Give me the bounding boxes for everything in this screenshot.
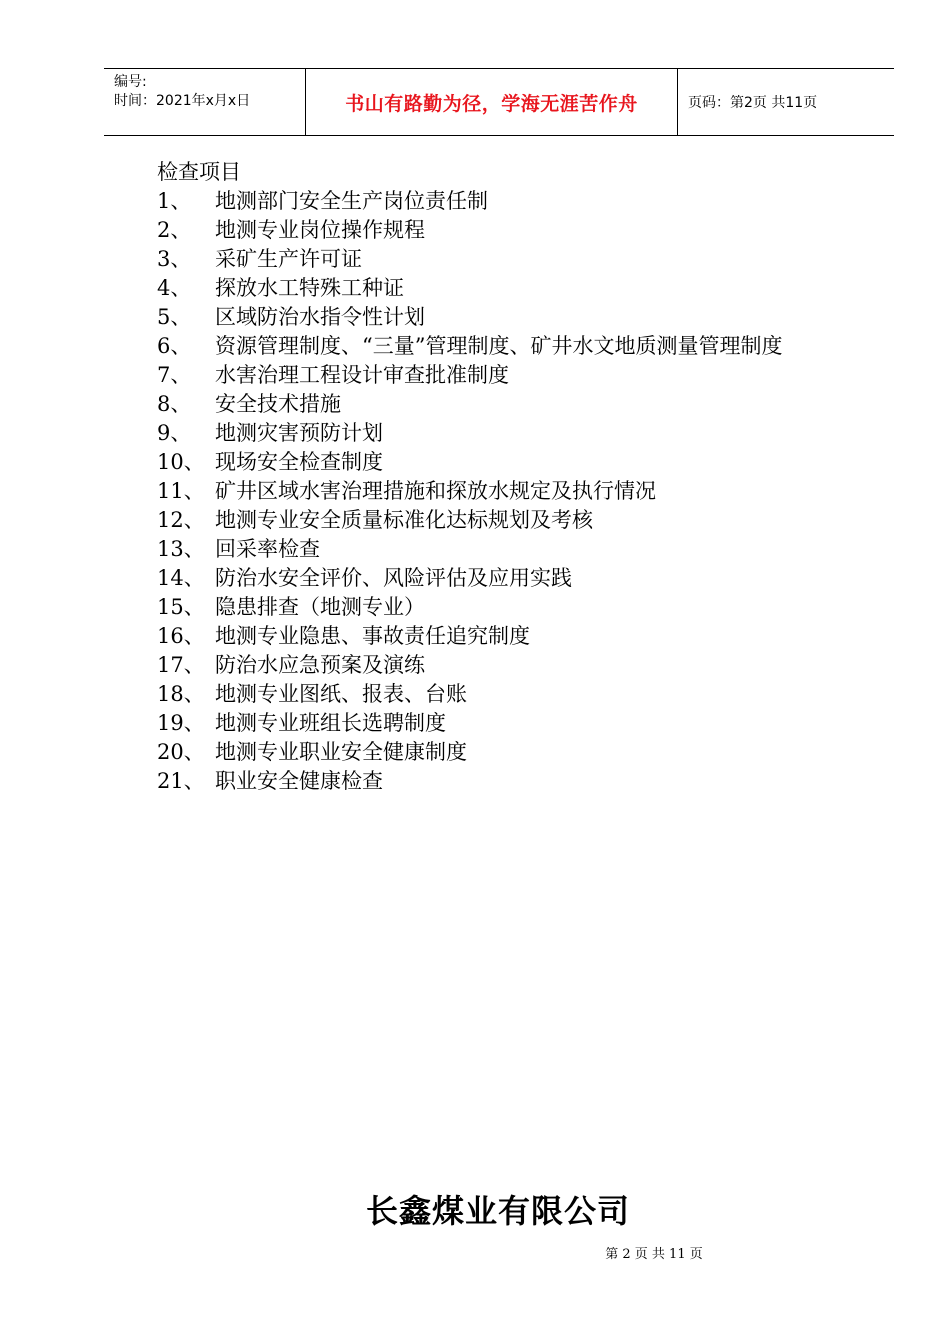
list-item-text: 地测专业班组长选聘制度 — [215, 711, 446, 735]
header-info-cell — [104, 69, 306, 135]
list-item — [157, 767, 857, 796]
list-item-text: 防治水应急预案及演练 — [215, 653, 425, 677]
list-item-text: 地测专业隐患、事故责任追究制度 — [215, 624, 530, 648]
list-item-text: 探放水工特殊工种证 — [215, 276, 404, 300]
list-item — [157, 593, 857, 622]
header-motto-cell — [306, 69, 678, 135]
list-item-text: 回采率检查 — [215, 537, 320, 561]
list-item — [157, 477, 857, 506]
section-title: 检查项目 — [157, 160, 241, 184]
list-item — [157, 216, 857, 245]
list-item-text: 隐患排查（地测专业） — [215, 595, 425, 619]
list-item — [157, 680, 857, 709]
header-page-cell — [678, 69, 894, 135]
list-item-number: 20、 — [157, 740, 205, 764]
list-item-text: 地测专业职业安全健康制度 — [215, 740, 467, 764]
page-number-label: 页码：第2页 共11页 — [688, 95, 818, 111]
list-item-number: 14、 — [157, 566, 205, 590]
list-item-number: 6、 — [157, 334, 192, 358]
list-item-text: 地测专业图纸、报表、台账 — [215, 682, 467, 706]
list-item-text: 防治水安全评价、风险评估及应用实践 — [215, 566, 572, 590]
list-item — [157, 506, 857, 535]
list-item-number: 16、 — [157, 624, 205, 648]
list-item — [157, 274, 857, 303]
list-item — [157, 419, 857, 448]
list-item-number: 9、 — [157, 421, 192, 445]
list-item-number: 17、 — [157, 653, 205, 677]
list-item-text: 地测专业岗位操作规程 — [215, 218, 425, 242]
list-item-text: 现场安全检查制度 — [215, 450, 383, 474]
list-item — [157, 361, 857, 390]
list-item — [157, 187, 857, 216]
list-item — [157, 651, 857, 680]
list-item-number: 19、 — [157, 711, 205, 735]
date-label: 时间：2021年x月x日 — [114, 93, 251, 109]
list-item-number: 5、 — [157, 305, 192, 329]
list-item — [157, 564, 857, 593]
list-item-number: 3、 — [157, 247, 192, 271]
inspection-section — [157, 158, 857, 796]
list-item-text: 资源管理制度、“三量”管理制度、矿井水文地质测量管理制度 — [215, 334, 783, 358]
list-item — [157, 332, 857, 361]
list-item-number: 7、 — [157, 363, 192, 387]
list-item-number: 10、 — [157, 450, 205, 474]
list-item — [157, 738, 857, 767]
serial-number-label: 编号: — [114, 74, 147, 90]
list-item — [157, 303, 857, 332]
document-header — [104, 68, 894, 136]
list-item — [157, 709, 857, 738]
list-item-text: 水害治理工程设计审查批准制度 — [215, 363, 509, 387]
list-item-number: 4、 — [157, 276, 192, 300]
list-item-text: 地测专业安全质量标准化达标规划及考核 — [215, 508, 593, 532]
company-name: 长鑫煤业有限公司 — [365, 1192, 630, 1230]
list-item-text: 职业安全健康检查 — [215, 769, 383, 793]
inspection-item-list — [157, 187, 857, 796]
list-item-text: 矿井区域水害治理措施和探放水规定及执行情况 — [215, 479, 656, 503]
list-item-number: 13、 — [157, 537, 205, 561]
list-item — [157, 535, 857, 564]
list-item — [157, 448, 857, 477]
list-item-number: 18、 — [157, 682, 205, 706]
list-item — [157, 245, 857, 274]
list-item-text: 地测灾害预防计划 — [215, 421, 383, 445]
list-item-text: 区域防治水指令性计划 — [215, 305, 425, 329]
list-item-number: 8、 — [157, 392, 192, 416]
list-item — [157, 622, 857, 651]
list-item-number: 12、 — [157, 508, 205, 532]
list-item-number: 1、 — [157, 189, 192, 213]
list-item-number: 11、 — [157, 479, 205, 503]
list-item-text: 安全技术措施 — [215, 392, 341, 416]
list-item-number: 21、 — [157, 769, 205, 793]
list-item-number: 2、 — [157, 218, 192, 242]
page-footer: 第 2 页 共 11 页 — [605, 1247, 703, 1262]
motto-text: 书山有路勤为径，学海无涯苦作舟 — [345, 92, 638, 115]
list-item-text: 采矿生产许可证 — [215, 247, 362, 271]
list-item — [157, 390, 857, 419]
list-item-number: 15、 — [157, 595, 205, 619]
list-item-text: 地测部门安全生产岗位责任制 — [215, 189, 488, 213]
